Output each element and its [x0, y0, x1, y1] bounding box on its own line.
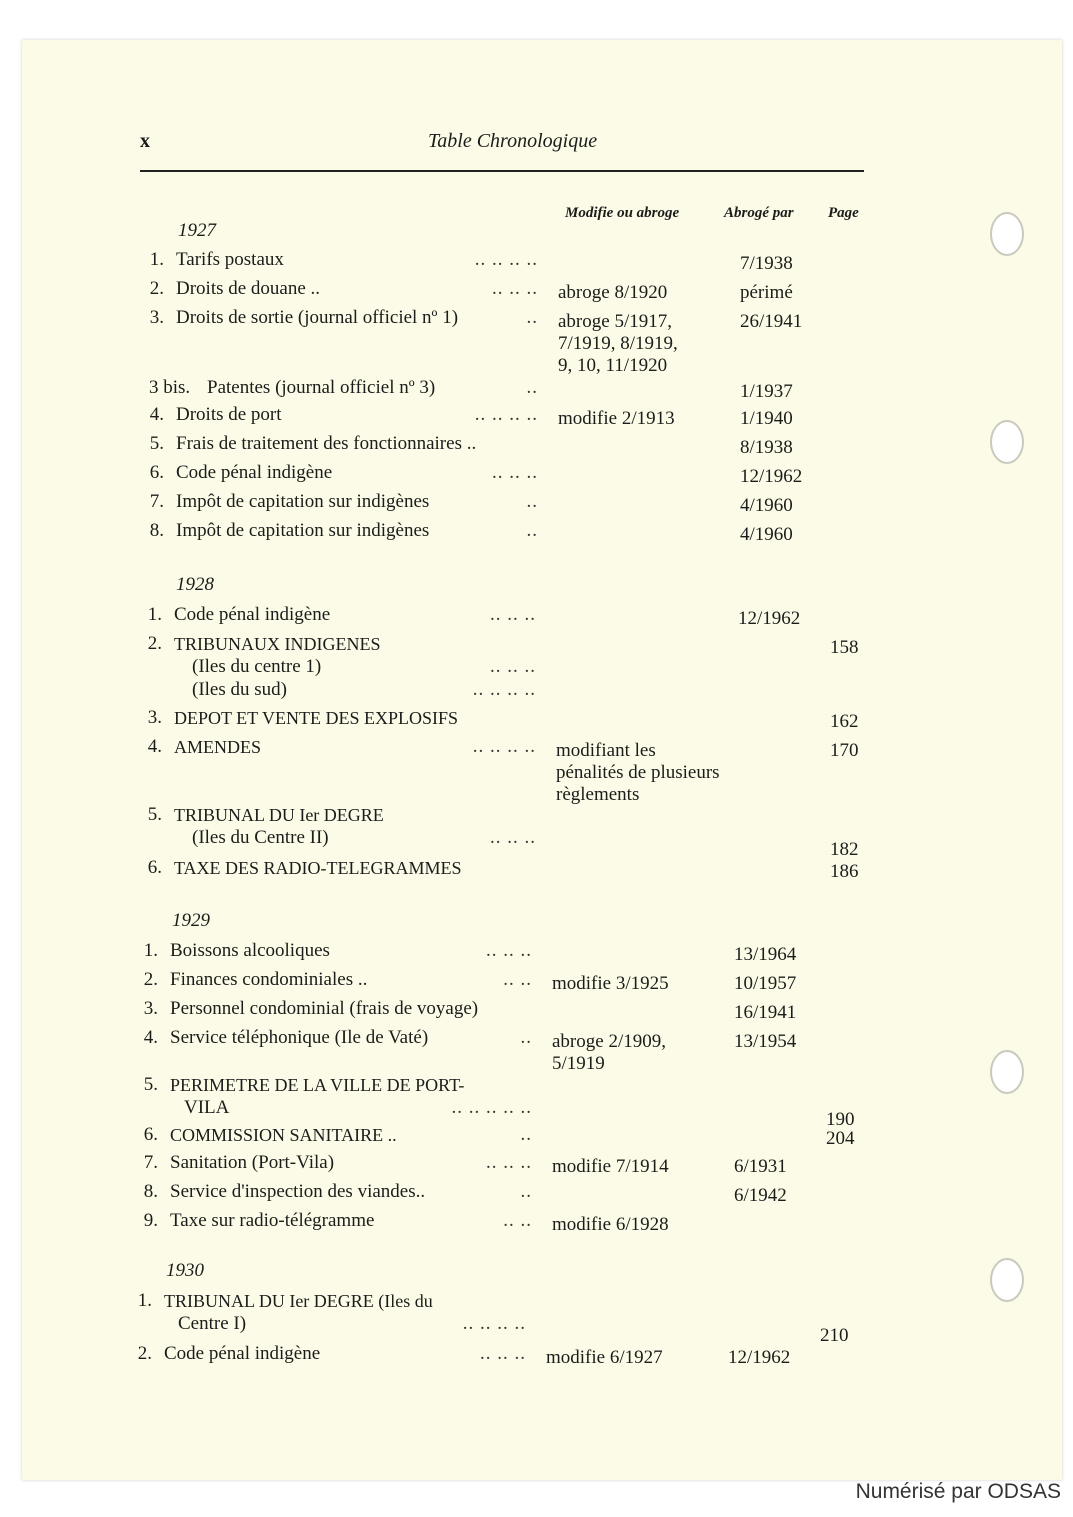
header-rule — [140, 170, 864, 172]
modifies-cell: modifie 3/1925 — [552, 973, 669, 994]
entry-number: 2. — [137, 1343, 152, 1364]
leader-dots: .. .. .. .. — [472, 736, 536, 757]
leader-dots: .. .. .. .. — [474, 404, 538, 425]
leader-dots: .. .. .. — [486, 1152, 532, 1173]
page-title: Table Chronologique — [428, 130, 598, 152]
entry-number: 1. — [149, 249, 164, 270]
binder-hole-1 — [990, 212, 1024, 256]
repealed-by-cell: 7/1938 — [740, 253, 793, 274]
repealed-by-cell: 6/1931 — [734, 1156, 787, 1177]
entry-number: 3. — [147, 707, 162, 728]
leader-dots: .. .. .. — [492, 278, 538, 299]
entry-title: DEPOT ET VENTE DES EXPLOSIFS — [174, 708, 459, 728]
binder-hole-3 — [990, 1050, 1024, 1094]
year-heading: 1928 — [176, 574, 214, 595]
entry-title: Droits de douane .. — [176, 278, 321, 299]
entry-title: Code pénal indigène — [176, 462, 333, 483]
leader-dots: .. .. .. — [492, 462, 538, 483]
leader-dots: .. — [526, 491, 538, 512]
entry-subtitle: VILA — [184, 1097, 230, 1118]
entry-subtitle: (Iles du centre 1) — [192, 656, 322, 677]
modifies-cell: abroge 5/1917, 7/1919, 8/1919, 9, 10, 11/1920 — [558, 311, 678, 376]
entry-title: COMMISSION SANITAIRE .. — [170, 1125, 397, 1145]
entry-title: TRIBUNAUX INDIGENES — [174, 634, 381, 654]
column-header-modifies: Modifie ou abroge — [565, 205, 680, 221]
entry-number: 6. — [143, 1124, 158, 1145]
entry-number: 3. — [143, 998, 158, 1019]
leader-dots: .. — [520, 1181, 532, 1202]
page-marker: x — [140, 130, 150, 152]
leader-dots: .. .. .. .. — [472, 679, 536, 700]
leader-dots: .. .. .. .. — [474, 249, 538, 270]
page-cell: 204 — [826, 1128, 855, 1149]
leader-dots: .. — [520, 1027, 532, 1048]
entry-number: 5. — [149, 433, 164, 454]
entry-title: Personnel condominial (frais de voyage) — [170, 998, 479, 1019]
leader-dots: .. .. .. — [480, 1343, 526, 1364]
entry-number: 7. — [149, 491, 164, 512]
page-cell: 182 — [830, 839, 859, 860]
leader-dots: .. — [520, 1124, 532, 1145]
repealed-by-cell: 4/1960 — [740, 524, 793, 545]
repealed-by-cell: 13/1964 — [734, 944, 797, 965]
entry-number: 8. — [143, 1181, 158, 1202]
leader-dots: .. .. — [503, 969, 532, 990]
entry-number: 3 bis. — [149, 377, 191, 398]
binder-hole-2 — [990, 420, 1024, 464]
leader-dots: .. .. .. .. .. — [451, 1097, 532, 1118]
entry-title: Impôt de capitation sur indigènes — [176, 520, 430, 541]
entry-title: Patentes (journal officiel nº 3) — [207, 377, 436, 398]
repealed-by-cell: 4/1960 — [740, 495, 793, 516]
leader-dots: .. — [526, 307, 538, 328]
entry-number: 6. — [147, 857, 162, 878]
year-heading: 1929 — [172, 910, 210, 931]
page-cell: 210 — [820, 1325, 849, 1346]
entry-number: 4. — [149, 404, 164, 425]
repealed-by-cell: 6/1942 — [734, 1185, 787, 1206]
repealed-by-cell: 1/1940 — [740, 408, 793, 429]
entry-title: PERIMETRE DE LA VILLE DE PORT- — [170, 1075, 465, 1095]
page-cell: 190 — [826, 1109, 855, 1130]
leader-dots: .. .. .. — [486, 940, 532, 961]
entry-title: Service d'inspection des viandes.. — [170, 1181, 426, 1202]
page-cell: 162 — [830, 711, 859, 732]
repealed-by-cell: 1/1937 — [740, 381, 793, 402]
leader-dots: .. .. .. .. — [462, 1313, 526, 1334]
leader-dots: .. .. — [503, 1210, 532, 1231]
repealed-by-cell: 10/1957 — [734, 973, 797, 994]
entry-title: Service téléphonique (Ile de Vaté) — [170, 1027, 429, 1048]
leader-dots: .. — [526, 520, 538, 541]
entry-title: TAXE DES RADIO-TELEGRAMMES — [174, 858, 462, 878]
entry-number: 5. — [143, 1074, 158, 1095]
entry-title: Taxe sur radio-télégramme — [170, 1210, 375, 1231]
year-heading: 1930 — [166, 1260, 204, 1281]
modifies-cell: modifie 2/1913 — [558, 408, 675, 429]
entry-title: Code pénal indigène — [164, 1343, 321, 1364]
entry-number: 1. — [137, 1290, 152, 1311]
entry-title: Code pénal indigène — [174, 604, 331, 625]
repealed-by-cell: 16/1941 — [734, 1002, 797, 1023]
entry-subtitle: (Iles du sud) — [192, 679, 287, 700]
entry-number: 2. — [143, 969, 158, 990]
year-heading: 1927 — [178, 220, 216, 241]
entry-number: 4. — [143, 1027, 158, 1048]
repealed-by-cell: 13/1954 — [734, 1031, 797, 1052]
leader-dots: .. — [526, 377, 538, 398]
leader-dots: .. .. .. — [490, 656, 536, 677]
column-header-repealed-by: Abrogé par — [724, 205, 794, 221]
leader-dots: .. .. .. — [490, 827, 536, 848]
column-header-page: Page — [828, 205, 859, 221]
entry-title: Boissons alcooliques — [170, 940, 330, 961]
entry-number: 5. — [147, 804, 162, 825]
entry-subtitle: (Iles du Centre II) — [192, 827, 329, 848]
entry-title: Sanitation (Port-Vila) — [170, 1152, 335, 1173]
entry-number: 7. — [143, 1152, 158, 1173]
entry-number: 8. — [149, 520, 164, 541]
entry-title: Impôt de capitation sur indigènes — [176, 491, 430, 512]
digitization-credit: Numérisé par ODSAS — [855, 1480, 1061, 1503]
modifies-cell: abroge 8/1920 — [558, 282, 668, 303]
entry-title: Frais de traitement des fonctionnaires .. — [176, 433, 477, 454]
modifies-cell: modifie 6/1927 — [546, 1347, 663, 1368]
entry-title: Finances condominiales .. — [170, 969, 368, 990]
entry-number: 9. — [143, 1210, 158, 1231]
entry-title: Droits de port — [176, 404, 282, 425]
repealed-by-cell: 26/1941 — [740, 311, 803, 332]
entry-number: 2. — [147, 633, 162, 654]
entry-title: TRIBUNAL DU Ier DEGRE — [174, 805, 384, 825]
entry-title: Droits de sortie (journal officiel nº 1) — [176, 307, 459, 328]
entry-title: AMENDES — [174, 737, 262, 757]
entry-number: 6. — [149, 462, 164, 483]
repealed-by-cell: 12/1962 — [740, 466, 803, 487]
entry-number: 1. — [147, 604, 162, 625]
binder-hole-4 — [990, 1258, 1024, 1302]
leader-dots: .. .. .. — [490, 604, 536, 625]
entry-number: 1. — [143, 940, 158, 961]
modifies-cell: modifie 6/1928 — [552, 1214, 669, 1235]
modifies-cell: modifie 7/1914 — [552, 1156, 669, 1177]
entry-title: Tarifs postaux — [176, 249, 284, 270]
entry-subtitle: Centre I) — [178, 1313, 247, 1334]
repealed-by-cell: périmé — [740, 282, 793, 303]
repealed-by-cell: 8/1938 — [740, 437, 793, 458]
page-cell: 170 — [830, 740, 859, 761]
entry-number: 2. — [149, 278, 164, 299]
repealed-by-cell: 12/1962 — [728, 1347, 791, 1368]
entry-number: 3. — [149, 307, 164, 328]
modifies-cell: modifiant les pénalités de plusieurs règlements — [556, 740, 720, 805]
entry-title: TRIBUNAL DU Ier DEGRE (Iles du — [164, 1291, 433, 1311]
entry-number: 4. — [147, 736, 162, 757]
modifies-cell: abroge 2/1909, 5/1919 — [552, 1031, 666, 1074]
page-cell: 186 — [830, 861, 859, 882]
page-cell: 158 — [830, 637, 859, 658]
repealed-by-cell: 12/1962 — [738, 608, 801, 629]
